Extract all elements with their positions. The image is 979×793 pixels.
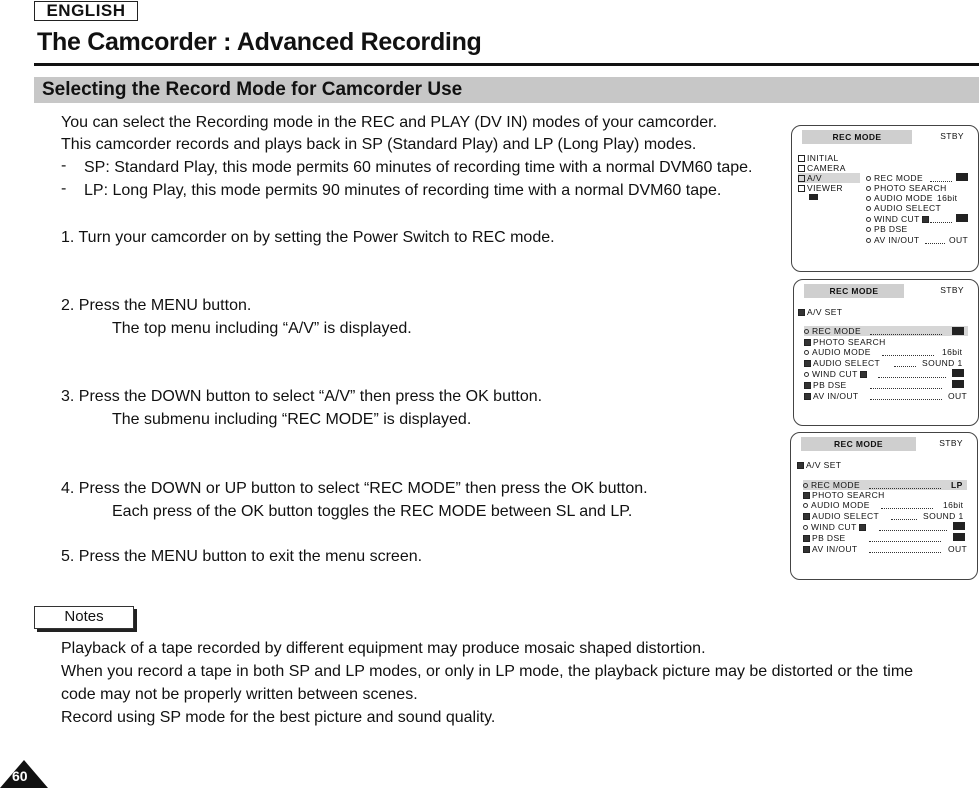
bullet-icon (804, 329, 809, 334)
audio-mode-value: 16bit (943, 500, 964, 510)
rec-mode-value (956, 173, 968, 181)
osd-item: REC MODE (812, 326, 862, 336)
osd-item: AV IN/OUT (874, 235, 920, 245)
bullet-icon (803, 483, 808, 488)
pb-dse-value (953, 533, 965, 541)
wind-cut-value (956, 214, 968, 222)
rec-mode-value: LP (951, 480, 963, 490)
osd-menu-av: A/V (807, 173, 822, 183)
osd-item: AV IN/OUT (812, 544, 858, 554)
notes-label: Notes (34, 606, 134, 629)
note-line-3: code may not be properly written between scenes. (61, 686, 418, 703)
rec-mode-value (952, 327, 964, 335)
step-5: 5. Press the MENU button to exit the menu screen. (61, 548, 423, 565)
osd-panel-submenu-sp (793, 279, 979, 426)
section-header (34, 77, 979, 103)
osd-item: PHOTO SEARCH (812, 490, 885, 500)
step-4-detail: Each press of the OK button toggles the REC MODE between SL and LP. (112, 503, 633, 520)
viewer-icon (798, 185, 805, 192)
mode-sp: SP: Standard Play, this mode permits 60 minutes of recording time with a normal DVM60 tape. (84, 159, 753, 176)
av-icon (797, 462, 804, 469)
osd-panel-submenu-lp (790, 432, 978, 580)
step-2: 2. Press the MENU button. (61, 297, 252, 314)
wind-icon (859, 524, 866, 531)
audio-mode-value: 16bit (942, 347, 963, 357)
step-4: 4. Press the DOWN or UP button to select “REC MODE” then press the OK button. (61, 480, 648, 497)
osd-item: WIND CUT (811, 522, 857, 532)
osd-item: PHOTO SEARCH (813, 337, 886, 347)
bullet-icon (866, 186, 871, 191)
audio-icon (803, 513, 810, 520)
osd-menu-viewer: VIEWER (807, 183, 843, 193)
osd-item: AUDIO SELECT (813, 358, 881, 368)
language-tab: ENGLISH (34, 1, 138, 21)
note-line-2: When you record a tape in both SP and LP modes, or only in LP mode, the playback picture may be distorted or the time (61, 663, 914, 680)
note-line-4: Record using SP mode for the best picture and sound quality. (61, 709, 496, 726)
osd-item: REC MODE (874, 173, 924, 183)
audio-icon (804, 360, 811, 367)
pb-dse-value (952, 380, 964, 388)
av-icon (798, 309, 805, 316)
osd-menu-initial: INITIAL (807, 153, 839, 163)
page-title: The Camcorder : Advanced Recording (37, 28, 482, 56)
osd-menu-camera: CAMERA (807, 163, 846, 173)
osd-item: AUDIO SELECT (812, 511, 880, 521)
mode-lp: LP: Long Play, this mode permits 90 minutes of recording time with a normal DVM60 tape. (84, 182, 722, 199)
osd-group: A/V SET (807, 307, 843, 317)
section-title: Selecting the Record Mode for Camcorder Use (42, 79, 463, 100)
wind-icon (922, 216, 929, 223)
osd-title: REC MODE (802, 130, 912, 144)
osd-group: A/V SET (806, 460, 842, 470)
av-in-out-value: OUT (949, 235, 969, 245)
av-icon (798, 175, 805, 182)
bullet-icon (866, 196, 871, 201)
tape-icon (809, 194, 818, 200)
pb-icon (804, 382, 811, 389)
bullet-icon (803, 503, 808, 508)
wind-cut-value (952, 369, 964, 377)
osd-item: PB DSE (813, 380, 847, 390)
bullet-icon (804, 350, 809, 355)
step-3-detail: The submenu including “REC MODE” is displayed. (112, 411, 472, 428)
bullet-icon (803, 525, 808, 530)
step-2-detail: The top menu including “A/V” is displayed. (112, 320, 412, 337)
photo-icon (804, 339, 811, 346)
intro-line-2: This camcorder records and plays back in SP (Standard Play) and LP (Long Play) modes. (61, 136, 697, 153)
page-number: 60 (12, 768, 28, 784)
title-divider (34, 63, 979, 66)
osd-status: STBY (939, 438, 963, 448)
osd-status: STBY (940, 285, 964, 295)
osd-title: REC MODE (804, 284, 904, 298)
step-3: 3. Press the DOWN button to select “A/V” then press the OK button. (61, 388, 543, 405)
bullet-icon (866, 227, 871, 232)
osd-item: WIND CUT (874, 214, 920, 224)
mode-dash: - (61, 157, 67, 174)
camera-icon (798, 165, 805, 172)
initial-icon (798, 155, 805, 162)
wind-cut-value (953, 522, 965, 530)
av-in-out-value: OUT (948, 544, 968, 554)
osd-item: REC MODE (811, 480, 861, 490)
osd-status: STBY (940, 131, 964, 141)
osd-item: AUDIO MODE (874, 193, 933, 203)
bullet-icon (866, 238, 871, 243)
bullet-icon (866, 217, 871, 222)
osd-title: REC MODE (801, 437, 916, 451)
audio-select-value: SOUND 1 (922, 358, 963, 368)
av-io-icon (804, 393, 811, 400)
osd-item: PB DSE (812, 533, 846, 543)
av-in-out-value: OUT (948, 391, 968, 401)
osd-panel-top-menu (791, 125, 979, 272)
audio-mode-value: 16bit (937, 193, 958, 203)
osd-item: AUDIO SELECT (874, 203, 942, 213)
photo-icon (803, 492, 810, 499)
osd-item: AUDIO MODE (812, 347, 871, 357)
step-1: 1. Turn your camcorder on by setting the Power Switch to REC mode. (61, 229, 555, 246)
page-number-badge (0, 758, 50, 788)
note-line-1: Playback of a tape recorded by different equipment may produce mosaic shaped distortion. (61, 640, 706, 657)
audio-select-value: SOUND 1 (923, 511, 964, 521)
osd-item: PB DSE (874, 224, 908, 234)
wind-icon (860, 371, 867, 378)
osd-item: PHOTO SEARCH (874, 183, 947, 193)
av-io-icon (803, 546, 810, 553)
intro-line-1: You can select the Recording mode in the REC and PLAY (DV IN) modes of your camcorder. (61, 114, 718, 131)
osd-item: WIND CUT (812, 369, 858, 379)
osd-item: AUDIO MODE (811, 500, 870, 510)
bullet-icon (804, 372, 809, 377)
bullet-icon (866, 206, 871, 211)
pb-icon (803, 535, 810, 542)
mode-dash: - (61, 180, 67, 197)
osd-item: AV IN/OUT (813, 391, 859, 401)
bullet-icon (866, 176, 871, 181)
